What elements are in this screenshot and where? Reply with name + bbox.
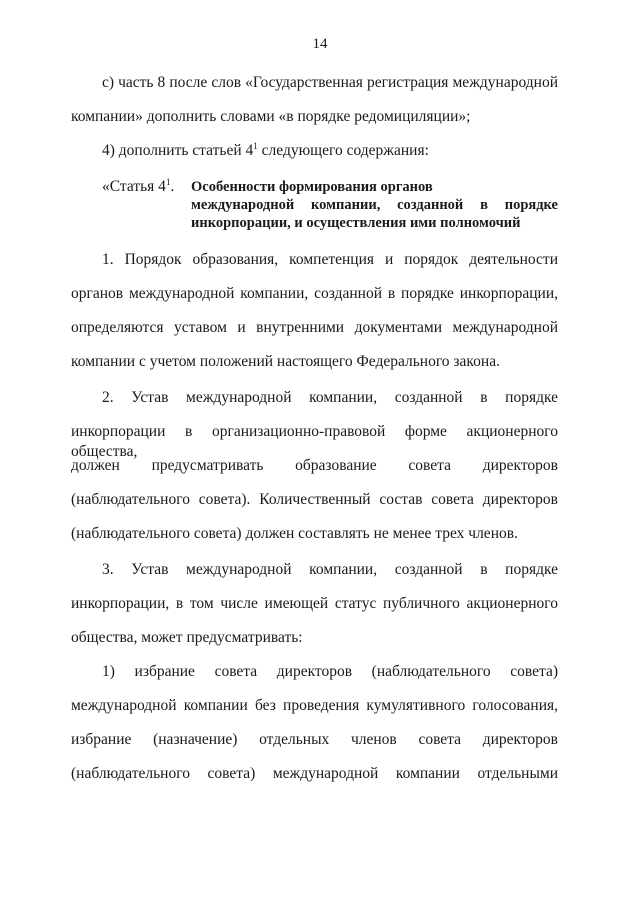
subclause-line: международной компании без проведения кумулятивного голосования,: [71, 697, 558, 714]
clause-line: определяются уставом и внутренними документами международной: [71, 319, 558, 336]
subclause-line: 1) избрание совета директоров (наблюдательного совета): [102, 663, 558, 680]
paragraph-line: компании» дополнить словами «в порядке редомициляции»;: [71, 108, 471, 125]
page-number: 14: [312, 36, 328, 52]
article-title-line: Особенности формирования органов: [191, 179, 433, 195]
article-title-line: международной компании, созданной в порядке: [191, 197, 558, 213]
clause-line: инкорпорации, в том числе имеющей статус публичного акционерного: [71, 595, 558, 612]
text-fragment: .: [170, 178, 175, 195]
clause-line: общества, может предусматривать:: [71, 629, 303, 646]
clause-line: должен предусматривать образование совета директоров: [71, 457, 558, 474]
clause-line: (наблюдательного совета). Количественный состав совета директоров: [71, 491, 558, 508]
clause-line: 3. Устав международной компании, созданной в порядке: [102, 561, 558, 578]
clause-line: (наблюдательного совета) должен составлять не менее трех членов.: [71, 525, 518, 542]
text-fragment: «Статья 4: [102, 178, 166, 195]
subclause-line: избрание (назначение) отдельных членов совета директоров: [71, 731, 558, 748]
clause-line: компании с учетом положений настоящего Федерального закона.: [71, 353, 500, 370]
paragraph-line: [102, 141, 429, 161]
article-title-line: инкорпорации, и осуществления ими полномочий: [191, 215, 521, 231]
paragraph-line: c) часть 8 после слов «Государственная регистрация международной: [102, 74, 558, 91]
text-fragment: 4) дополнить статьей 4: [102, 142, 254, 159]
clause-line: 1. Порядок образования, компетенция и порядок деятельности: [102, 251, 558, 268]
superscript: 1: [165, 177, 171, 187]
subclause-line: (наблюдательного совета) международной компании отдельными: [71, 765, 558, 782]
article-number: [102, 177, 174, 197]
clause-line: органов международной компании, созданной в порядке инкорпорации,: [71, 285, 558, 302]
clause-line: инкорпорации в организационно-правовой форме акционерного общества,: [71, 423, 558, 460]
superscript: 1: [253, 141, 258, 151]
text-fragment: следующего содержания:: [257, 142, 429, 159]
clause-line: 2. Устав международной компании, созданной в порядке: [102, 389, 558, 406]
